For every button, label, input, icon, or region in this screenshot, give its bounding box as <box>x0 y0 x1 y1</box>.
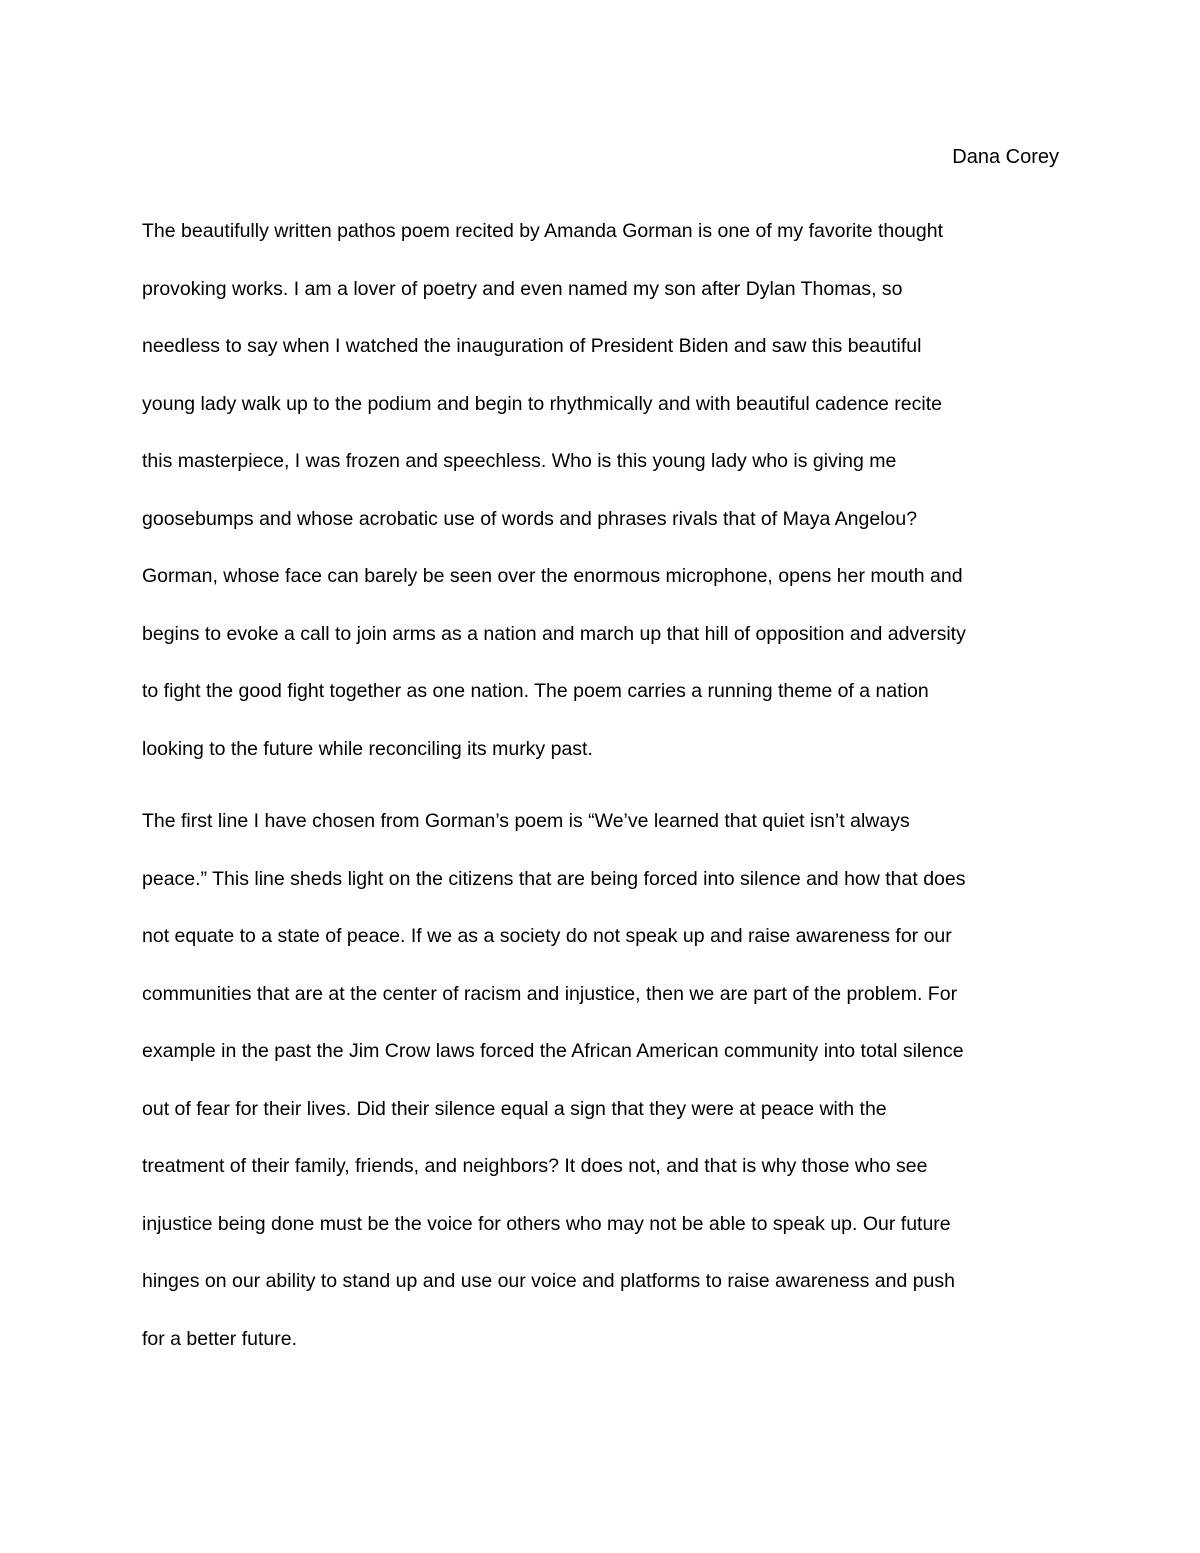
paragraph-line: example in the past the Jim Crow laws forced the African American community into total silence <box>142 1040 964 1062</box>
paragraph-line: peace.” This line sheds light on the citizens that are being forced into silence and how that does <box>142 867 966 890</box>
paragraph-line: provoking works. I am a lover of poetry and even named my son after Dylan Thomas, so <box>142 277 903 300</box>
paragraph-line: out of fear for their lives. Did their silence equal a sign that they were at peace with the <box>142 1097 887 1120</box>
paragraph-line: communities that are at the center of racism and injustice, then we are part of the problem. For <box>142 982 958 1005</box>
paragraph-line: The beautifully written pathos poem recited by Amanda Gorman is one of my favorite thought <box>142 220 944 242</box>
author-name: Dana Corey <box>952 146 1059 168</box>
paragraph-line: The first line I have chosen from Gorman’s poem is “We’ve learned that quiet isn’t always <box>142 810 910 832</box>
paragraph-line: Gorman, whose face can barely be seen over the enormous microphone, opens her mouth and <box>142 565 963 587</box>
paragraph-line: goosebumps and whose acrobatic use of words and phrases rivals that of Maya Angelou? <box>142 507 918 530</box>
paragraph-line: not equate to a state of peace. If we as a society do not speak up and raise awareness for our <box>142 925 952 947</box>
paragraph-line: young lady walk up to the podium and begin to rhythmically and with beautiful cadence recite <box>142 392 942 415</box>
paragraph-line: to fight the good fight together as one nation. The poem carries a running theme of a nation <box>142 680 929 702</box>
paragraph-line: hinges on our ability to stand up and use our voice and platforms to raise awareness and push <box>142 1270 956 1292</box>
paragraph-2 <box>142 808 1060 1383</box>
paragraph-line: begins to evoke a call to join arms as a nation and march up that hill of opposition and adversity <box>142 622 966 645</box>
paragraph-line: treatment of their family, friends, and neighbors? It does not, and that is why those who see <box>142 1155 928 1177</box>
paragraph-line: needless to say when I watched the inauguration of President Biden and saw this beautiful <box>142 335 922 357</box>
paragraph-line: looking to the future while reconciling its murky past. <box>142 737 593 760</box>
paragraph-line: for a better future. <box>142 1327 298 1350</box>
paragraph-1 <box>142 218 1060 793</box>
paragraph-line: injustice being done must be the voice for others who may not be able to speak up. Our future <box>142 1212 951 1235</box>
paragraph-line: this masterpiece, I was frozen and speechless. Who is this young lady who is giving me <box>142 450 897 472</box>
